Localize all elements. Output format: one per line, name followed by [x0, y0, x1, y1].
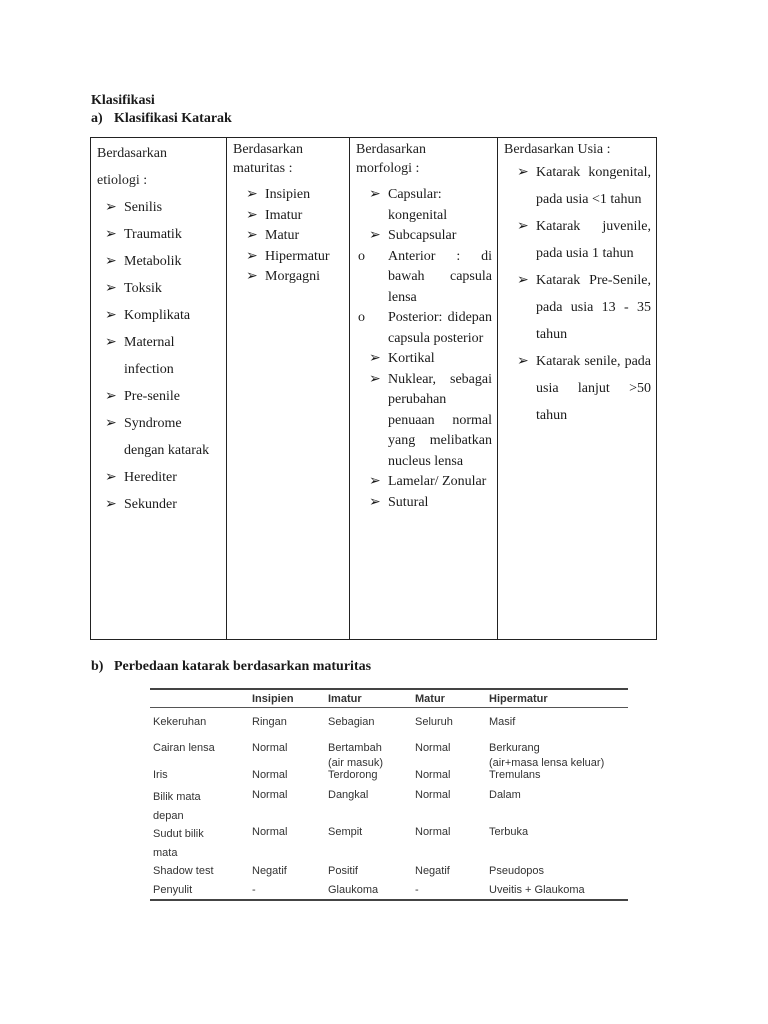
- list-item: [97, 302, 221, 329]
- list-item-text: Katarak juvenile, pada usia 1 tahun: [536, 219, 651, 261]
- list-item-text: Subcapsular: [388, 228, 457, 243]
- list-item: [97, 491, 221, 518]
- list-item: [504, 159, 651, 213]
- section-b-heading: [91, 659, 371, 675]
- list-item-text: Hipermatur: [265, 248, 330, 264]
- column-header: Matur: [415, 693, 445, 705]
- list-item: [356, 493, 492, 514]
- arrow-bullet-icon: ➢: [517, 219, 529, 234]
- list-item: [356, 308, 492, 349]
- table-cell: Glaukoma: [328, 884, 379, 896]
- list-item: [233, 185, 344, 206]
- arrow-bullet-icon: ➢: [105, 308, 117, 323]
- section-a-title: Klasifikasi Katarak: [114, 111, 232, 126]
- section-b-label: b): [91, 659, 104, 674]
- list-item-text: Senilis: [124, 200, 163, 215]
- table-cell: Negatif: [415, 865, 450, 877]
- list-item-text: Nuklear, sebagai perubahan penuaan normal yang melibatkan nucleus lensa: [388, 371, 492, 469]
- list-item: [356, 185, 492, 226]
- column-usia: [498, 138, 657, 640]
- arrow-bullet-icon: ➢: [246, 269, 258, 284]
- table-cell: Normal: [415, 769, 451, 781]
- list-item: [97, 329, 221, 383]
- column-etiologi: [91, 138, 227, 640]
- arrow-bullet-icon: ➢: [105, 335, 117, 350]
- maturity-table: [150, 688, 628, 902]
- table-cell: Berkurang (air+masa lensa keluar): [489, 742, 605, 769]
- row-label: Penyulit: [153, 884, 193, 896]
- list-item-text: Posterior: didepan capsula posterior: [388, 310, 492, 346]
- list-item: [504, 267, 651, 348]
- column-header: Imatur: [328, 693, 362, 705]
- classification-table: [90, 137, 657, 640]
- table-cell: Normal: [415, 826, 451, 838]
- usia-list: [504, 159, 651, 429]
- arrow-bullet-icon: ➢: [246, 228, 258, 243]
- list-item: [97, 383, 221, 410]
- table-cell: Seluruh: [415, 716, 453, 728]
- list-item-text: Syndrome dengan katarak: [124, 416, 210, 458]
- row-label: Bilik mata depan: [153, 791, 201, 822]
- list-item: [97, 248, 221, 275]
- section-a-heading: [91, 111, 232, 127]
- column-header: Insipien: [252, 693, 294, 705]
- etiologi-list: [97, 194, 221, 518]
- column-header: Berdasarkan morfologi :: [356, 142, 426, 176]
- table-cell: Dangkal: [328, 789, 369, 801]
- arrow-bullet-icon: ➢: [246, 248, 258, 264]
- table-cell: -: [252, 884, 256, 896]
- table-cell: Terdorong: [328, 769, 378, 781]
- row-label: Iris: [153, 769, 168, 781]
- arrow-bullet-icon: ➢: [105, 227, 117, 242]
- arrow-bullet-icon: ➢: [105, 470, 117, 485]
- list-item-text: Matur: [265, 228, 300, 243]
- list-item-text: Katarak kongenital, pada usia <1 tahun: [536, 165, 651, 207]
- list-item-text: Katarak Pre-Senile, pada usia 13 - 35 tahun: [536, 273, 651, 342]
- arrow-bullet-icon: ➢: [369, 371, 381, 387]
- arrow-bullet-icon: ➢: [105, 497, 117, 512]
- list-item: [97, 194, 221, 221]
- list-item-text: Sekunder: [124, 497, 177, 512]
- list-item: [504, 213, 651, 267]
- list-item: [233, 226, 344, 247]
- table-cell: Sebagian: [328, 716, 375, 728]
- arrow-bullet-icon: ➢: [369, 187, 381, 202]
- table-cell: Normal: [252, 826, 288, 838]
- circle-bullet-icon: o: [358, 248, 365, 264]
- list-item-text: Herediter: [124, 470, 177, 485]
- table-cell: -: [415, 884, 419, 896]
- table-rule-top: [150, 688, 628, 690]
- arrow-bullet-icon: ➢: [369, 228, 381, 243]
- table-cell: Masif: [489, 716, 516, 728]
- list-item: [356, 247, 492, 309]
- circle-bullet-icon: o: [358, 310, 365, 325]
- column-morfologi: [350, 138, 498, 640]
- column-header: Berdasarkan etiologi :: [97, 146, 167, 188]
- list-item-text: Pre-senile: [124, 389, 180, 404]
- column-maturitas: [227, 138, 350, 640]
- list-item-text: Toksik: [124, 281, 162, 296]
- table-cell: Terbuka: [489, 826, 529, 838]
- list-item-text: Maternal infection: [124, 335, 175, 377]
- arrow-bullet-icon: ➢: [105, 200, 117, 215]
- list-item-text: Capsular: kongenital: [388, 187, 448, 223]
- list-item-text: Insipien: [265, 187, 311, 202]
- table-cell: Tremulans: [489, 769, 541, 781]
- table-cell: Dalam: [489, 789, 521, 801]
- list-item: [233, 267, 344, 288]
- table-cell: Normal: [252, 742, 288, 754]
- row-label: Cairan lensa: [153, 742, 215, 754]
- column-header: Hipermatur: [489, 693, 548, 705]
- section-b-title: Perbedaan katarak berdasarkan maturitas: [114, 659, 372, 674]
- table-rule-bottom: [150, 899, 628, 901]
- arrow-bullet-icon: ➢: [105, 389, 117, 404]
- arrow-bullet-icon: ➢: [246, 187, 258, 202]
- list-item: [356, 472, 492, 493]
- table-cell: Normal: [252, 789, 288, 801]
- column-header: Berdasarkan Usia :: [504, 142, 611, 157]
- column-header: Berdasarkan maturitas :: [233, 142, 303, 176]
- maturitas-list: [233, 185, 344, 288]
- arrow-bullet-icon: ➢: [517, 273, 529, 288]
- table-cell: Pseudopos: [489, 865, 545, 877]
- list-item: [97, 275, 221, 302]
- table-cell: Positif: [328, 865, 358, 877]
- arrow-bullet-icon: ➢: [517, 165, 529, 180]
- section-a-label: a): [91, 111, 103, 126]
- table-cell: Sempit: [328, 826, 363, 838]
- list-item-text: Morgagni: [265, 269, 320, 284]
- row-label: Shadow test: [153, 865, 214, 877]
- list-item: [97, 221, 221, 248]
- row-label: Kekeruhan: [153, 716, 207, 728]
- table-cell: Normal: [415, 742, 451, 754]
- list-item-text: Lamelar/ Zonular: [388, 474, 487, 489]
- list-item-text: Katarak senile, pada usia lanjut >50 tahun: [536, 354, 651, 423]
- arrow-bullet-icon: ➢: [246, 207, 258, 223]
- list-item: [504, 348, 651, 429]
- list-item: [233, 247, 344, 268]
- arrow-bullet-icon: ➢: [105, 254, 117, 269]
- list-item-text: Kortikal: [388, 351, 435, 366]
- list-item-text: Traumatik: [124, 227, 182, 242]
- list-item-text: Metabolik: [124, 254, 182, 269]
- table-cell: Bertambah (air masuk): [328, 742, 384, 769]
- arrow-bullet-icon: ➢: [105, 416, 117, 431]
- arrow-bullet-icon: ➢: [105, 281, 117, 296]
- morfologi-list: [356, 185, 492, 513]
- list-item-text: Imatur: [265, 207, 303, 223]
- table-cell: Negatif: [252, 865, 287, 877]
- list-item-text: Komplikata: [124, 308, 191, 323]
- list-item: [97, 410, 221, 464]
- table-cell: Normal: [415, 789, 451, 801]
- table-cell: Uveitis + Glaukoma: [489, 884, 585, 896]
- table-rule-header: [150, 707, 628, 708]
- row-label: Sudut bilik mata: [153, 828, 204, 859]
- list-item: [356, 349, 492, 370]
- arrow-bullet-icon: ➢: [369, 351, 381, 366]
- list-item: [233, 206, 344, 227]
- list-item: [356, 370, 492, 473]
- list-item: [356, 226, 492, 247]
- list-item-text: Sutural: [388, 494, 429, 510]
- arrow-bullet-icon: ➢: [369, 494, 381, 510]
- arrow-bullet-icon: ➢: [369, 474, 381, 489]
- list-item: [97, 464, 221, 491]
- arrow-bullet-icon: ➢: [517, 354, 529, 369]
- list-item-text: Anterior : di bawah capsula lensa: [388, 248, 492, 305]
- table-cell: Normal: [252, 769, 288, 781]
- table-cell: Ringan: [252, 716, 287, 728]
- page-heading: Klasifikasi: [91, 93, 155, 108]
